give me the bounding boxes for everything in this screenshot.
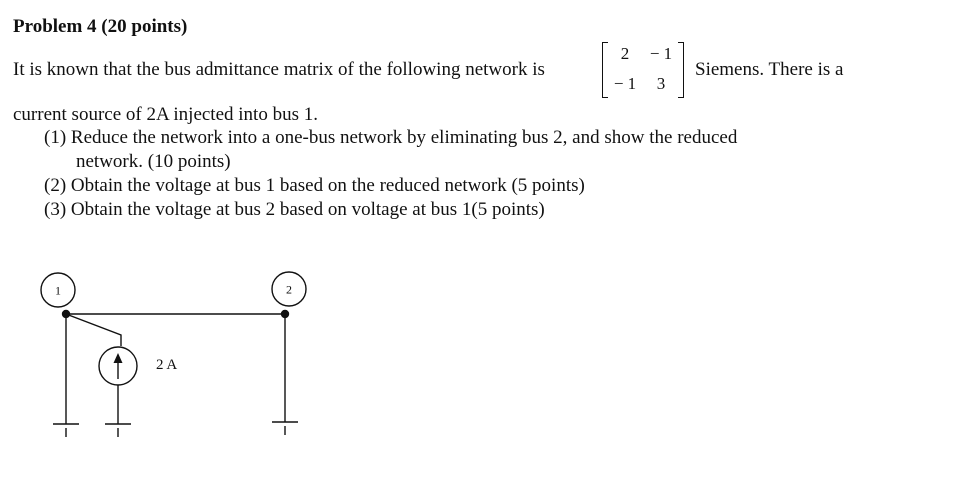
item-3: (3) Obtain the voltage at bus 2 based on voltage at bus 1(5 points) — [44, 199, 545, 220]
bus-1-marker — [41, 273, 75, 307]
source-feed-wire — [66, 314, 121, 346]
matrix-cell-r1c2: − 1 — [649, 44, 673, 63]
item-1-line2: network. (10 points) — [76, 151, 231, 172]
ground-icon — [53, 424, 79, 437]
problem-title: Problem 4 (20 points) — [13, 16, 188, 37]
matrix-cell-r2c2: 3 — [656, 74, 666, 93]
ground-icon — [105, 424, 131, 437]
ground-icon — [272, 422, 298, 435]
source-label: 2 A — [156, 357, 178, 373]
intro-text-before-matrix: It is known that the bus admittance matrix of the following network is — [13, 59, 545, 80]
item-1-line1: (1) Reduce the network into a one-bus network by eliminating bus 2, and show the reduced — [44, 127, 738, 148]
bus-2-marker — [272, 272, 306, 306]
intro-text-line2: current source of 2A injected into bus 1. — [13, 104, 318, 125]
current-source-icon — [99, 347, 137, 385]
matrix-cell-r2c1: − 1 — [613, 74, 637, 93]
matrix-cell-r1c1: 2 — [620, 44, 630, 63]
item-2: (2) Obtain the voltage at bus 1 based on the reduced network (5 points) — [44, 175, 585, 196]
bus-1-label: 1 — [55, 283, 61, 298]
intro-text-after-matrix: Siemens. There is a — [695, 59, 844, 80]
bus-2-label: 2 — [286, 282, 292, 297]
